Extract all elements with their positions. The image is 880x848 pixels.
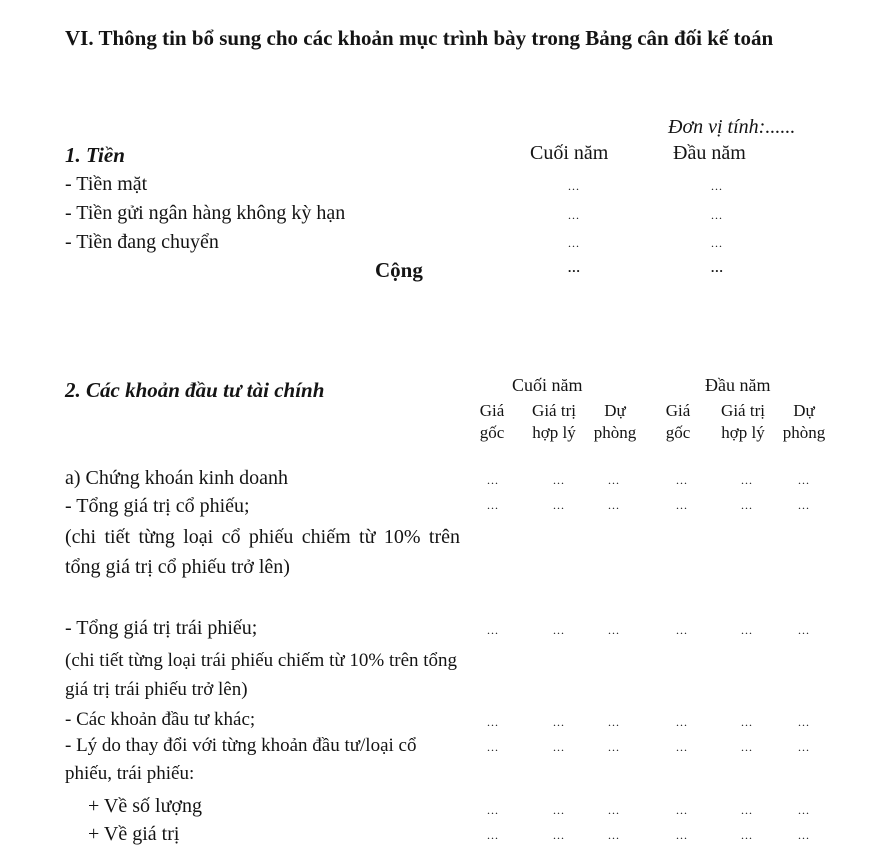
s2-value: ... bbox=[676, 828, 688, 842]
s2-row-label: a) Chứng khoán kinh doanh bbox=[65, 467, 289, 489]
s2-value: ... bbox=[676, 473, 688, 487]
unit-label: Đơn vị tính:...... bbox=[668, 116, 796, 138]
s2-value: ... bbox=[608, 803, 620, 817]
s1-row-end-value: ... bbox=[568, 179, 580, 193]
s2-value: ... bbox=[487, 623, 499, 637]
s2-subcol-header: Dự phòng bbox=[593, 401, 637, 442]
s2-value: ... bbox=[553, 803, 565, 817]
s2-value: ... bbox=[676, 715, 688, 729]
s2-subcol-header: Dự phòng bbox=[782, 401, 826, 442]
s1-row-label: - Tiền mặt bbox=[65, 173, 148, 195]
s1-col-begin-header: Đầu năm bbox=[673, 142, 746, 164]
s2-value: ... bbox=[741, 473, 753, 487]
s2-value: ... bbox=[487, 803, 499, 817]
s1-col-end-header: Cuối năm bbox=[530, 142, 609, 164]
section1-title: 1. Tiền bbox=[65, 143, 125, 167]
s2-value: ... bbox=[487, 740, 499, 754]
s2-value: ... bbox=[741, 803, 753, 817]
s2-value: ... bbox=[798, 498, 810, 512]
s1-row-begin-value: ... bbox=[711, 208, 723, 222]
s2-group-begin-header: Đầu năm bbox=[705, 375, 771, 395]
s2-group-end-header: Cuối năm bbox=[512, 375, 583, 395]
s2-value: ... bbox=[553, 740, 565, 754]
s1-row-end-value: ... bbox=[568, 236, 580, 250]
s2-row-label: + Về giá trị bbox=[88, 823, 180, 845]
s2-value: ... bbox=[741, 623, 753, 637]
s2-value: ... bbox=[608, 623, 620, 637]
s2-value: ... bbox=[487, 828, 499, 842]
section2-title: 2. Các khoản đầu tư tài chính bbox=[65, 378, 325, 402]
s1-row-end-value: ... bbox=[568, 208, 580, 222]
s2-value: ... bbox=[487, 473, 499, 487]
s2-value: ... bbox=[741, 715, 753, 729]
s2-value: ... bbox=[553, 498, 565, 512]
s2-value: ... bbox=[487, 715, 499, 729]
s2-value: ... bbox=[487, 498, 499, 512]
s2-value: ... bbox=[676, 740, 688, 754]
s2-subcol-header: Giá trị hợp lý bbox=[721, 401, 765, 442]
s2-value: ... bbox=[553, 623, 565, 637]
s2-value: ... bbox=[608, 473, 620, 487]
s1-total-end-value: ... bbox=[568, 260, 581, 275]
s2-value: ... bbox=[608, 715, 620, 729]
s2-row-label: - Tổng giá trị trái phiếu; bbox=[65, 617, 258, 639]
s2-value: ... bbox=[608, 498, 620, 512]
s2-value: ... bbox=[553, 473, 565, 487]
s1-row-label: - Tiền đang chuyển bbox=[65, 231, 219, 253]
s2-value: ... bbox=[676, 623, 688, 637]
s1-row-begin-value: ... bbox=[711, 179, 723, 193]
s2-value: ... bbox=[741, 498, 753, 512]
s2-value: ... bbox=[798, 473, 810, 487]
s2-value: ... bbox=[741, 740, 753, 754]
s2-value: ... bbox=[798, 803, 810, 817]
s2-value: ... bbox=[798, 623, 810, 637]
s2-value: ... bbox=[798, 740, 810, 754]
s1-row-begin-value: ... bbox=[711, 236, 723, 250]
s2-value: ... bbox=[676, 803, 688, 817]
s2-value: ... bbox=[553, 715, 565, 729]
s2-subcol-header: Giá gốc bbox=[665, 401, 691, 442]
section-heading: VI. Thông tin bổ sung cho các khoản mục trình bày trong Bảng cân đối kế toán bbox=[65, 26, 774, 50]
s2-value: ... bbox=[798, 715, 810, 729]
s2-value: ... bbox=[553, 828, 565, 842]
s2-row-label: - Các khoản đầu tư khác; bbox=[65, 709, 256, 730]
s1-total-begin-value: ... bbox=[711, 260, 724, 275]
s2-row-label: - Lý do thay đổi với từng khoản đầu tư/loại cổ phiếu, trái phiếu: bbox=[65, 735, 417, 784]
s2-value: ... bbox=[798, 828, 810, 842]
s1-total-label: Cộng bbox=[375, 258, 423, 282]
s2-row-label: + Về số lượng bbox=[88, 795, 202, 817]
s2-detail-note: (chi tiết từng loại trái phiếu chiếm từ 10% trên tổng giá trị trái phiếu trở lên) bbox=[65, 650, 458, 700]
s2-value: ... bbox=[608, 828, 620, 842]
s1-row-label: - Tiền gửi ngân hàng không kỳ hạn bbox=[65, 202, 346, 224]
s2-value: ... bbox=[741, 828, 753, 842]
s2-value: ... bbox=[608, 740, 620, 754]
s2-detail-note: (chi tiết từng loại cổ phiếu chiếm từ 10% trên tổng giá trị cổ phiếu trở lên) bbox=[65, 526, 460, 578]
s2-value: ... bbox=[676, 498, 688, 512]
s2-subcol-header: Giá trị hợp lý bbox=[532, 401, 576, 442]
s2-subcol-header: Giá gốc bbox=[479, 401, 505, 442]
s2-row-label: - Tổng giá trị cổ phiếu; bbox=[65, 495, 250, 517]
